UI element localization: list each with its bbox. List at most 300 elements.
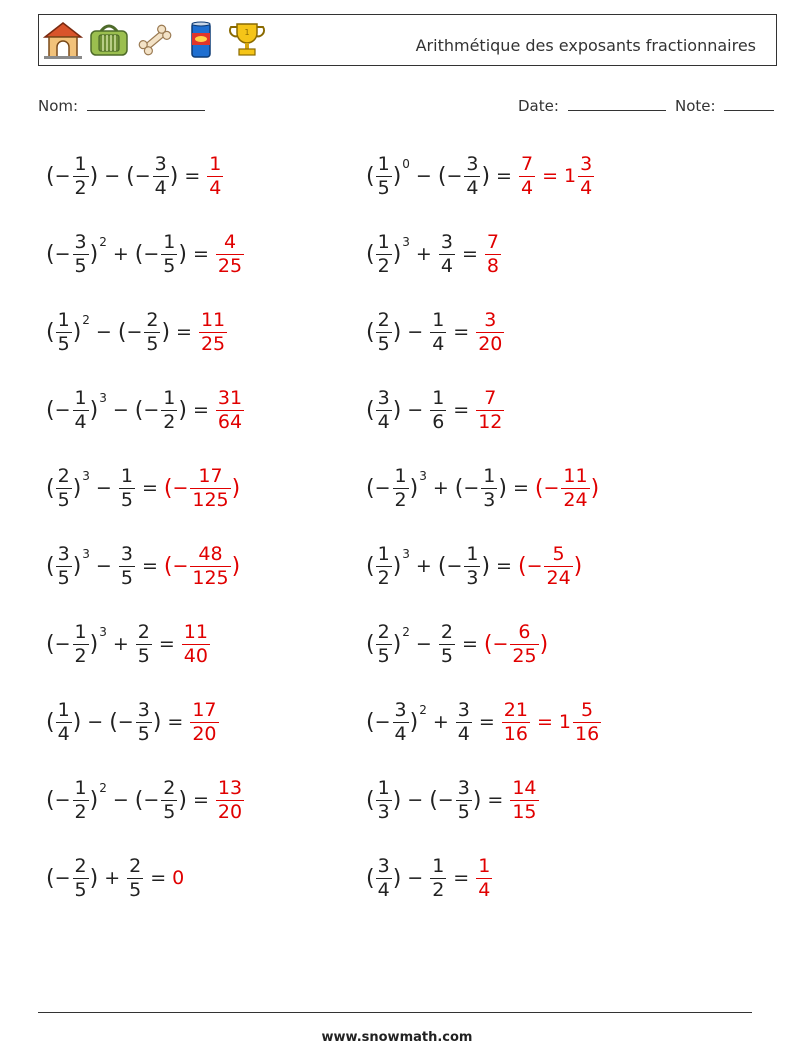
- denominator: 125: [192, 566, 229, 589]
- minus-sign: −: [54, 633, 71, 655]
- open-paren: (: [517, 553, 527, 579]
- open-paren: (: [163, 475, 173, 501]
- open-paren: (: [46, 787, 55, 813]
- minus-sign: −: [143, 399, 160, 421]
- fraction: [207, 152, 223, 199]
- close-paren: ): [72, 709, 82, 735]
- numerator: 1: [74, 776, 87, 799]
- operator: +: [112, 633, 129, 655]
- numerator: 2: [129, 854, 142, 877]
- exponent: 2: [99, 235, 107, 249]
- numerator: 1: [377, 152, 390, 175]
- numerator: 1: [466, 542, 479, 565]
- close-paren: ): [178, 787, 187, 813]
- doghouse-icon: [42, 19, 84, 61]
- fraction: [119, 464, 135, 511]
- problem-15: [366, 458, 599, 518]
- exponent: 0: [402, 157, 410, 171]
- numerator: 1: [478, 854, 491, 877]
- open-paren: (: [134, 397, 144, 423]
- fraction: [430, 386, 446, 433]
- close-paren: ): [89, 397, 99, 423]
- grade-blank[interactable]: [724, 96, 774, 111]
- name-label: Nom:: [38, 97, 79, 115]
- exponent: 3: [402, 547, 410, 561]
- answer: [475, 308, 505, 355]
- fraction: [161, 776, 177, 823]
- fraction: [476, 308, 504, 355]
- denominator: 4: [57, 722, 70, 745]
- fraction: [56, 308, 72, 355]
- numerator: 1: [163, 386, 176, 409]
- open-paren: (: [134, 787, 144, 813]
- operator: +: [415, 555, 432, 577]
- fraction: [190, 542, 230, 589]
- minus-sign: −: [54, 867, 71, 889]
- fraction: [485, 230, 501, 277]
- denominator: 5: [74, 878, 87, 901]
- minus-sign: −: [526, 555, 543, 577]
- worksheet-header: [38, 14, 777, 66]
- denominator: 4: [432, 332, 445, 355]
- answer: [483, 620, 549, 667]
- operator: −: [407, 321, 424, 343]
- close-paren: ): [72, 319, 82, 345]
- open-paren: (: [366, 163, 375, 189]
- date-label: Date:: [518, 97, 559, 115]
- minus-sign: −: [446, 165, 463, 187]
- problem-expression: [366, 302, 505, 362]
- fraction: [481, 464, 497, 511]
- name-blank[interactable]: [87, 96, 205, 111]
- equals-sign: =: [512, 477, 529, 499]
- close-paren: ): [152, 709, 162, 735]
- problem-7: [46, 614, 211, 674]
- numerator: 1: [74, 386, 87, 409]
- fraction: [456, 698, 472, 745]
- denominator: 25: [512, 644, 537, 667]
- numerator: 3: [57, 542, 70, 565]
- fraction: [464, 542, 480, 589]
- problem-16: [366, 536, 582, 596]
- numerator: 3: [74, 230, 87, 253]
- close-paren: ): [89, 787, 99, 813]
- close-paren: ): [161, 319, 171, 345]
- numerator: 6: [518, 620, 531, 643]
- open-paren: (: [366, 553, 375, 579]
- denominator: 24: [546, 566, 571, 589]
- numerator: 14: [512, 776, 537, 799]
- fraction: [519, 152, 535, 199]
- denominator: 125: [192, 488, 229, 511]
- close-paren: ): [89, 631, 99, 657]
- close-paren: ): [392, 163, 402, 189]
- denominator: 5: [137, 644, 150, 667]
- problem-12: [366, 224, 502, 284]
- denominator: 5: [377, 176, 390, 199]
- problem-expression: [46, 692, 220, 752]
- close-paren: ): [481, 553, 491, 579]
- answer: [215, 386, 245, 433]
- close-paren: ): [481, 163, 491, 189]
- fraction: [144, 308, 160, 355]
- operator: −: [95, 555, 112, 577]
- minus-sign: −: [126, 321, 143, 343]
- numerator: 11: [183, 620, 208, 643]
- operator: +: [415, 243, 432, 265]
- numerator: 1: [377, 542, 390, 565]
- bone-icon: [134, 19, 176, 61]
- denominator: 2: [74, 644, 87, 667]
- numerator: 3: [457, 698, 470, 721]
- operator: −: [104, 165, 121, 187]
- numerator: 11: [563, 464, 588, 487]
- problem-expression: [46, 380, 245, 440]
- mixed-whole: 1: [558, 711, 571, 733]
- equals-sign: =: [150, 867, 167, 889]
- equals-sign: =: [542, 165, 558, 187]
- problem-19: [366, 770, 540, 830]
- operator: +: [112, 243, 129, 265]
- exponent: 3: [419, 469, 427, 483]
- close-paren: ): [89, 865, 99, 891]
- grade-field[interactable]: [675, 96, 774, 115]
- denominator: 4: [478, 878, 491, 901]
- numerator: 7: [486, 230, 499, 253]
- denominator: 2: [377, 566, 390, 589]
- close-paren: ): [573, 553, 583, 579]
- open-paren: (: [437, 553, 447, 579]
- answer-value: 0: [172, 867, 185, 889]
- fraction: [73, 386, 89, 433]
- minus-sign: −: [172, 555, 189, 577]
- denominator: 2: [74, 800, 87, 823]
- denominator: 4: [377, 410, 390, 433]
- problem-13: [366, 302, 505, 362]
- denominator: 5: [377, 332, 390, 355]
- problem-expression: [366, 380, 505, 440]
- equals-sign: =: [192, 399, 209, 421]
- minus-sign: −: [117, 711, 134, 733]
- fraction: [510, 620, 538, 667]
- footer-url: www.snowmath.com: [321, 1030, 473, 1045]
- denominator: 24: [563, 488, 588, 511]
- numerator: 1: [74, 152, 87, 175]
- operator: −: [407, 399, 424, 421]
- close-paren: ): [392, 241, 402, 267]
- close-paren: ): [178, 397, 187, 423]
- denominator: 2: [377, 254, 390, 277]
- answer: [189, 698, 219, 745]
- denominator: 15: [512, 800, 537, 823]
- equals-sign: =: [167, 711, 184, 733]
- numerator: 1: [394, 464, 407, 487]
- footer-divider: [38, 1012, 752, 1013]
- problem-expression: [366, 848, 493, 908]
- fraction: [573, 698, 601, 745]
- fraction: [182, 620, 210, 667]
- date-field[interactable]: [518, 96, 666, 115]
- problem-expression: [366, 536, 582, 596]
- date-blank[interactable]: [568, 96, 666, 111]
- open-paren: (: [46, 397, 55, 423]
- equals-sign: =: [192, 243, 209, 265]
- denominator: 4: [580, 176, 593, 199]
- problem-18: [366, 692, 602, 752]
- denominator: 4: [74, 410, 87, 433]
- denominator: 2: [394, 488, 407, 511]
- denominator: 5: [120, 488, 133, 511]
- worksheet-title: Arithmétique des exposants fractionnaires: [415, 36, 756, 55]
- operator: −: [407, 789, 424, 811]
- fraction: [119, 542, 135, 589]
- numerator: 2: [377, 620, 390, 643]
- denominator: 64: [217, 410, 243, 433]
- numerator: 1: [57, 698, 70, 721]
- open-paren: (: [534, 475, 544, 501]
- equals-sign: =: [496, 555, 512, 577]
- denominator: 12: [478, 410, 503, 433]
- fraction: [430, 308, 446, 355]
- problem-11: [366, 146, 595, 206]
- denominator: 5: [457, 800, 470, 823]
- problem-3: [46, 302, 228, 362]
- numerator: 1: [432, 386, 445, 409]
- fraction: [161, 230, 177, 277]
- problem-2: [46, 224, 245, 284]
- exponent: 3: [402, 235, 410, 249]
- fraction: [376, 308, 392, 355]
- numerator: 11: [200, 308, 226, 331]
- close-paren: ): [409, 475, 419, 501]
- numerator: 17: [192, 698, 217, 721]
- fraction: [578, 152, 594, 199]
- open-paren: (: [46, 865, 55, 891]
- problem-expression: [366, 146, 595, 206]
- numerator: 13: [217, 776, 243, 799]
- equals-sign: =: [453, 399, 470, 421]
- open-paren: (: [366, 319, 375, 345]
- problem-expression: [366, 224, 502, 284]
- numerator: 1: [377, 776, 390, 799]
- equals-sign: =: [536, 711, 553, 733]
- problem-expression: [46, 146, 224, 206]
- denominator: 5: [120, 566, 133, 589]
- open-paren: (: [46, 631, 55, 657]
- numerator: 3: [120, 542, 133, 565]
- open-paren: (: [46, 163, 55, 189]
- numerator: 1: [483, 464, 496, 487]
- equals-sign: =: [461, 633, 478, 655]
- numerator: 3: [394, 698, 407, 721]
- denominator: 5: [163, 254, 176, 277]
- answer: [534, 464, 600, 511]
- denominator: 2: [432, 878, 445, 901]
- fraction: [476, 854, 492, 901]
- numerator: 2: [440, 620, 453, 643]
- equals-sign: =: [453, 867, 470, 889]
- denominator: 2: [74, 176, 87, 199]
- close-paren: ): [72, 475, 82, 501]
- minus-sign: −: [446, 555, 463, 577]
- open-paren: (: [366, 865, 375, 891]
- numerator: 2: [146, 308, 159, 331]
- minus-sign: −: [172, 477, 189, 499]
- close-paren: ): [472, 787, 482, 813]
- operator: −: [112, 789, 129, 811]
- minus-sign: −: [543, 477, 560, 499]
- operator: −: [87, 711, 104, 733]
- numerator: 2: [137, 620, 150, 643]
- answer: [215, 776, 245, 823]
- open-paren: (: [437, 163, 447, 189]
- problem-expression: [366, 692, 602, 752]
- problem-expression: [46, 848, 184, 908]
- problem-1: [46, 146, 224, 206]
- close-paren: ): [178, 241, 187, 267]
- operator: −: [95, 321, 112, 343]
- fraction: [136, 620, 152, 667]
- open-paren: (: [46, 553, 55, 579]
- minus-sign: −: [463, 477, 480, 499]
- numerator: 1: [163, 230, 176, 253]
- fraction: [56, 542, 72, 589]
- close-paren: ): [89, 163, 99, 189]
- problem-8: [46, 692, 220, 752]
- equals-sign: =: [141, 555, 158, 577]
- operator: −: [407, 867, 424, 889]
- numerator: 3: [457, 776, 470, 799]
- numerator: 7: [520, 152, 534, 175]
- minus-sign: −: [134, 165, 151, 187]
- exponent: 2: [402, 625, 410, 639]
- numerator: 1: [57, 308, 70, 331]
- fraction: [393, 464, 409, 511]
- fraction: [376, 542, 392, 589]
- denominator: 5: [146, 332, 159, 355]
- denominator: 25: [217, 254, 243, 277]
- fraction: [376, 620, 392, 667]
- minus-sign: −: [374, 711, 391, 733]
- fraction: [216, 230, 244, 277]
- close-paren: ): [392, 319, 402, 345]
- answer: [518, 152, 595, 199]
- problem-expression: [366, 458, 599, 518]
- minus-sign: −: [143, 243, 160, 265]
- answer: [475, 386, 505, 433]
- equals-sign: =: [453, 321, 470, 343]
- open-paren: (: [454, 475, 464, 501]
- denominator: 4: [466, 176, 479, 199]
- answer: [215, 230, 245, 277]
- problem-20: [366, 848, 493, 908]
- exponent: 3: [99, 625, 107, 639]
- fraction: [73, 620, 89, 667]
- fraction: [456, 776, 472, 823]
- numerator: 3: [466, 152, 479, 175]
- numerator: 17: [198, 464, 223, 487]
- exponent: 3: [99, 391, 107, 405]
- close-paren: ): [409, 709, 419, 735]
- close-paren: ): [392, 553, 402, 579]
- name-field[interactable]: [38, 96, 205, 115]
- operator: −: [112, 399, 129, 421]
- open-paren: (: [117, 319, 127, 345]
- denominator: 5: [440, 644, 453, 667]
- denominator: 5: [137, 722, 150, 745]
- open-paren: (: [46, 319, 55, 345]
- denominator: 5: [74, 254, 87, 277]
- problem-14: [366, 380, 505, 440]
- open-paren: (: [126, 163, 135, 189]
- fraction: [199, 308, 227, 355]
- close-paren: ): [169, 163, 179, 189]
- fraction: [430, 854, 446, 901]
- numerator: 3: [137, 698, 150, 721]
- fraction: [544, 542, 572, 589]
- denominator: 5: [163, 800, 176, 823]
- numerator: 1: [74, 620, 87, 643]
- operator: +: [104, 867, 121, 889]
- equals-sign: =: [192, 789, 209, 811]
- numerator: 1: [377, 230, 390, 253]
- fraction: [56, 698, 72, 745]
- answer: [163, 464, 241, 511]
- denominator: 4: [457, 722, 470, 745]
- open-paren: (: [366, 787, 375, 813]
- fraction: [216, 776, 244, 823]
- fraction: [476, 386, 504, 433]
- open-paren: (: [366, 631, 375, 657]
- answer: [206, 152, 224, 199]
- fraction: [376, 854, 392, 901]
- pet-food-can-icon: [180, 19, 222, 61]
- denominator: 16: [503, 722, 528, 745]
- denominator: 3: [483, 488, 496, 511]
- problem-expression: [46, 536, 240, 596]
- fraction: [73, 152, 89, 199]
- denominator: 25: [200, 332, 226, 355]
- problem-9: [46, 770, 245, 830]
- open-paren: (: [109, 709, 118, 735]
- problem-expression: [366, 614, 548, 674]
- answer: [509, 776, 539, 823]
- numerator: 2: [377, 308, 390, 331]
- numerator: 3: [440, 230, 453, 253]
- fraction: [216, 386, 244, 433]
- close-paren: ): [392, 787, 402, 813]
- close-paren: ): [72, 553, 82, 579]
- operator: +: [432, 711, 449, 733]
- denominator: 5: [57, 332, 70, 355]
- denominator: 40: [183, 644, 208, 667]
- close-paren: ): [231, 475, 241, 501]
- close-paren: ): [392, 865, 402, 891]
- fraction: [502, 698, 530, 745]
- denominator: 5: [377, 644, 390, 667]
- numerator: 2: [74, 854, 87, 877]
- answer: [163, 542, 241, 589]
- denominator: 4: [209, 176, 222, 199]
- denominator: 8: [486, 254, 499, 277]
- numerator: 3: [580, 152, 593, 175]
- minus-sign: −: [54, 165, 71, 187]
- fraction: [127, 854, 143, 901]
- open-paren: (: [366, 241, 375, 267]
- pet-carrier-icon: [88, 19, 130, 61]
- numerator: 1: [120, 464, 133, 487]
- fraction: [56, 464, 72, 511]
